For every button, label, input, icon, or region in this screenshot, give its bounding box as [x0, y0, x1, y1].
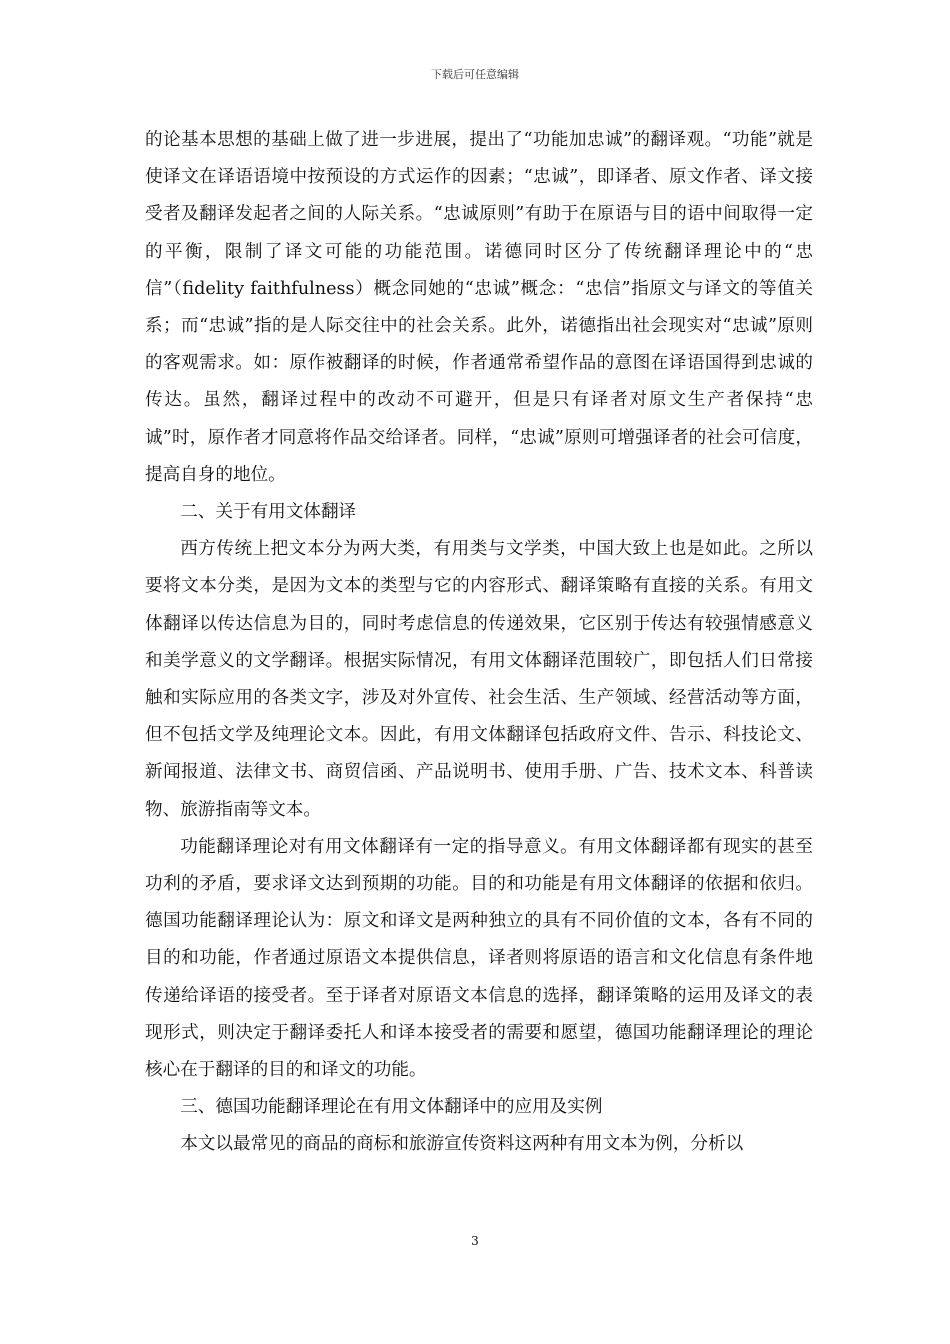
document-body: [145, 122, 813, 1164]
paragraph-continuation: 的论基本思想的基础上做了进一步进展，提出了“功能加忠诚”的翻译观。“功能”就是使译文在译语语境中按预设的方式运作的因素；“忠诚”，即译者、原文作者、译文接受者及翻译发起者之间的人际关系。“忠诚原则”有助于在原语与目的语中间取得一定的平衡，限制了译文可能的功能范围。诺德同时区分了传统翻译理论中的“忠信”（fidelity faithfulness）概念同她的“忠诚”概念：“忠信”指原文与译文的等值关系；而“忠诚”指的是人际交往中的社会关系。此外，诺德指出社会现实对“忠诚”原则的客观需求。如：原作被翻译的时候，作者通常希望作品的意图在译语国得到忠诚的传达。虽然，翻译过程中的改动不可避开，但是只有译者对原文生产者保持“忠诚”时，原作者才同意将作品交给译者。同样，“忠诚”原则可增强译者的社会可信度，提高自身的地位。: [145, 130, 813, 485]
page-number: 3: [471, 1234, 479, 1248]
paragraph-functional-theory: 功能翻译理论对有用文体翻译有一定的指导意义。有用文体翻译都有现实的甚至功利的矛盾，要求译文达到预期的功能。目的和功能是有用文体翻译的依据和依归。德国功能翻译理论认为：原文和译文是两种独立的具有不同价值的文本，各有不同的目的和功能，作者通过原语文本提供信息，译者则将原语的语言和文化信息有条件地传递给译语的接受者。至于译者对原语文本信息的选择，翻译策略的运用及译文的表现形式，则决定于翻译委托人和译本接受者的需要和愿望，德国功能翻译理论的理论核心在于翻译的目的和译文的功能。: [145, 836, 813, 1081]
section-heading-3: 三、德国功能翻译理论在有用文体翻译中的应用及实例: [180, 1097, 603, 1118]
paragraph-text-types: 西方传统上把文本分为两大类，有用类与文学类，中国大致上也是如此。之所以要将文本分类，是因为文本的类型与它的内容形式、翻译策略有直接的关系。有用文体翻译以传达信息为目的，同时考虑信息的传递效果，它区别于传达有较强情感意义和美学意义的文学翻译。根据实际情况，有用文体翻译范围较广，即包括人们日常接触和实际应用的各类文字，涉及对外宣传、社会生活、生产领域、经营活动等方面，但不包括文学及纯理论文本。因此，有用文体翻译包括政府文件、告示、科技论文、新闻报道、法律文书、商贸信函、产品说明书、使用手册、广告、技术文本、科普读物、旅游指南等文本。: [145, 539, 813, 820]
paragraph-examples: 本文以最常见的商品的商标和旅游宣传资料这两种有用文本为例，分析以: [180, 1134, 744, 1155]
page-header: 下载后可任意编辑: [431, 68, 519, 81]
section-heading-2: 二、关于有用文体翻译: [180, 502, 357, 523]
